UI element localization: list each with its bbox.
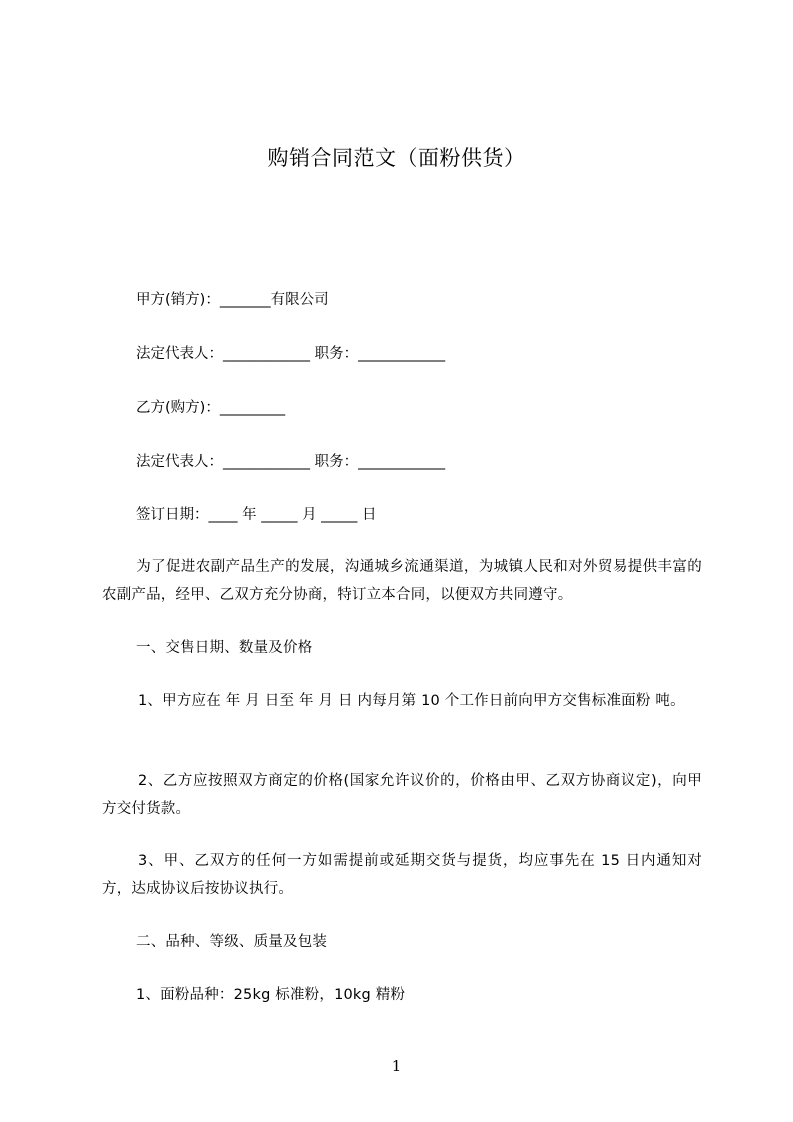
section-1-item-1-text: 1、甲方应在 年 月 日至 年 月 日 内每月第 10 个工作日前向甲方交售标准面粉 吨。 xyxy=(138,693,685,709)
section-1-item-2 xyxy=(102,767,702,823)
document-title: 购销合同范文（面粉供货） xyxy=(267,146,526,170)
section-2-heading-text: 二、品种、等级、质量及包装 xyxy=(136,934,328,950)
page-number: 1 xyxy=(391,1057,402,1075)
section-1-heading xyxy=(102,634,702,662)
signing-date-line: 签订日期：____ 年 _____ 月 _____ 日 xyxy=(136,507,377,523)
section-2-item-1-text: 1、面粉品种：25kg 标准粉，10kg 精粉 xyxy=(136,987,406,1003)
section-1-item-3 xyxy=(102,847,702,903)
party-a-representative-line: 法定代表人：____________ 职务：____________ xyxy=(136,346,446,362)
party-b-representative-line: 法定代表人：____________ 职务：____________ xyxy=(136,454,446,470)
section-1-heading-text: 一、交售日期、数量及价格 xyxy=(136,640,313,656)
section-1-item-1 xyxy=(102,687,702,715)
party-b-line: 乙方(购方)：_________ xyxy=(136,400,286,416)
party-a-line: 甲方(销方)：_______有限公司 xyxy=(136,292,329,308)
intro-text: 为了促进农副产品生产的发展，沟通城乡流通渠道，为城镇人民和对外贸易提供丰富的农副产品，经甲、乙双方充分协商，特订立本合同，以便双方共同遵守。 xyxy=(102,559,702,603)
section-2-item-1 xyxy=(102,981,702,1009)
section-1-item-2-text: 2、乙方应按照双方商定的价格(国家允许议价的，价格由甲、乙双方协商议定)，向甲方交付货款。 xyxy=(102,773,702,817)
section-1-item-3-text: 3、甲、乙双方的任何一方如需提前或延期交货与提货，均应事先在 15 日内通知对方，达成协议后按协议执行。 xyxy=(102,853,702,897)
intro-paragraph xyxy=(102,553,702,609)
section-2-heading xyxy=(102,928,702,956)
